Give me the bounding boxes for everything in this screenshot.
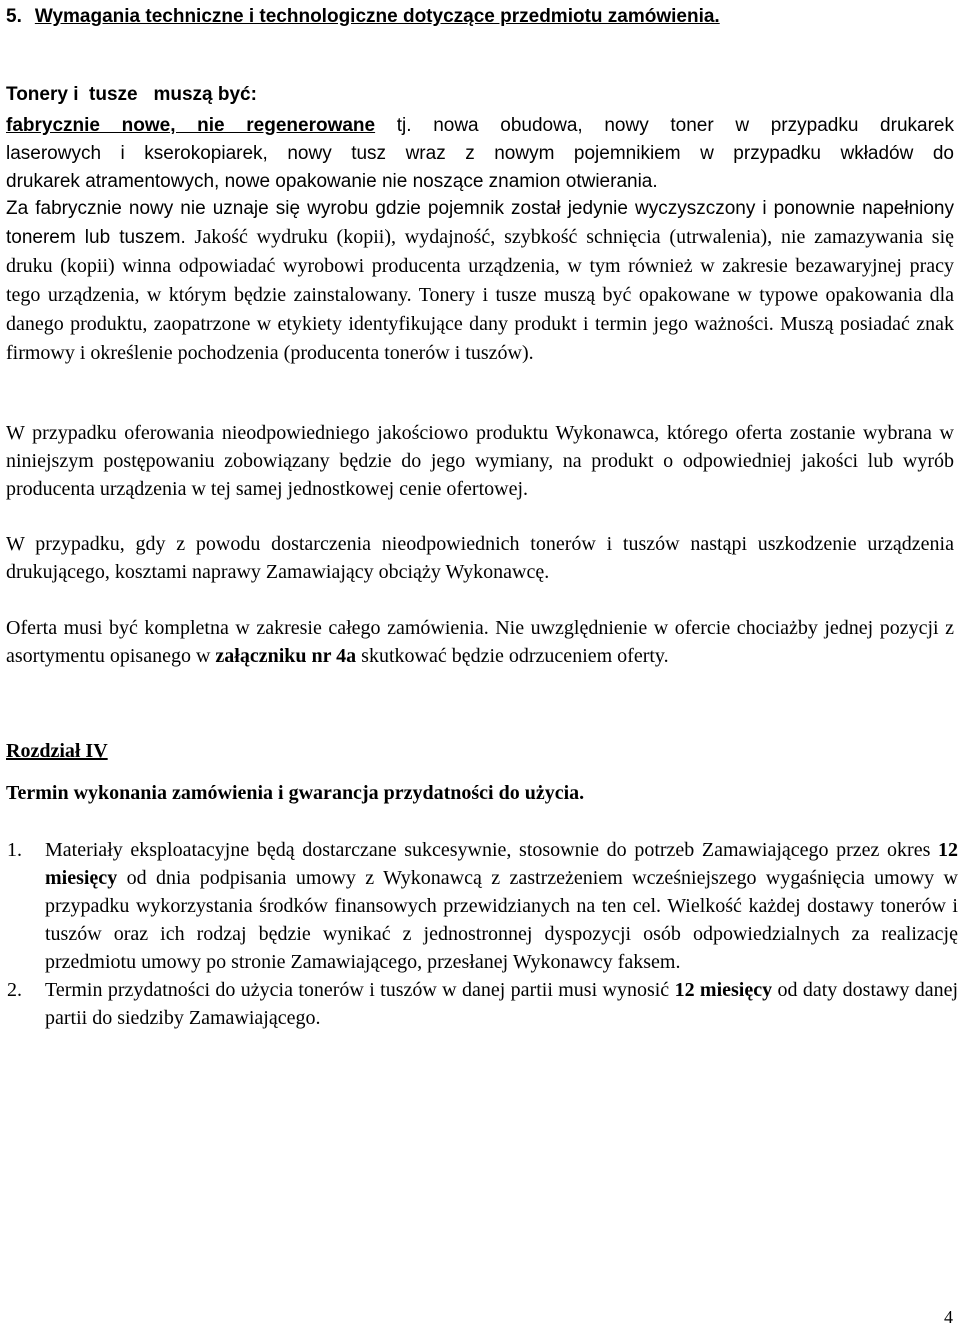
list-item-text: Materiały eksploatacyjne będą dostarczane sukcesywnie, stosownie do potrzeb Zamawiającego przez okres	[45, 839, 938, 861]
offer-attachment-ref: załączniku nr 4a	[215, 645, 357, 667]
offer-text-after: skutkować będzie odrzuceniem oferty.	[356, 645, 669, 667]
toners-paragraph-quality	[6, 195, 954, 368]
toners-paragraph-replacement: W przypadku oferowania nieodpowiedniego jakościowo produktu Wykonawca, którego oferta zostanie wybrana w niniejszym postępowaniu zobowiązany będzie do jego wymiany, na produkt o odpowiedniej jakości lub wyrób producenta urządzenia w tej samej jednostkowej cenie ofertowej.	[6, 422, 954, 500]
section-title: Wymagania techniczne i technologiczne dotyczące przedmiotu zamówienia.	[34, 6, 720, 27]
list-item	[6, 976, 958, 1032]
list-item-text: Termin przydatności do użycia tonerów i tuszów w danej partii musi wynosić	[45, 979, 675, 1001]
section-number: 5.	[6, 6, 22, 27]
list-item-bold: 12 miesięcy	[674, 979, 773, 1001]
toners-heading: Tonery i tusze muszą być:	[6, 84, 257, 105]
paragraph-refill-note: Za fabrycznie nowy nie uznaje się wyrobu gdzie pojemnik został jedynie wyczyszczony i ponownie napełniony tonerem lub tuszem.	[6, 198, 954, 248]
section-heading	[6, 6, 720, 28]
offer-text-before: Oferta musi być kompletna w zakresie całego zamówienia. Nie uwzględnienie w ofercie chociażby jednej pozycji z asortymentu opisanego w	[6, 617, 954, 667]
offer-paragraph	[6, 614, 954, 670]
page-number: 4	[944, 1307, 953, 1327]
toners-intro	[6, 112, 954, 196]
list-item-number: 2.	[7, 979, 22, 1001]
intro-bold: fabrycznie nowe, nie regenerowane	[6, 115, 376, 136]
intro-line-2: laserowych i kserokopiarek, nowy tusz wraz z nowym pojemnikiem w przypadku wkładów do	[6, 143, 954, 164]
intro-rest: tj. nowa obudowa, nowy toner w przypadku drukarek	[375, 115, 954, 136]
list-item-text-after: od dnia podpisania umowy z Wykonawcą z zastrzeżeniem wcześniejszego wygaśnięcia umowy w przypadku wykorzystania środków finansowych przewidzianych na ten cel. Wielkość każdej dostawy tonerów i tuszów oraz ich rodzaj będzie wynikać z jednostronnej dyspozycji osób odpowiedzialnych za realizację przedmiotu umowy po stronie Zamawiającego, przesłanej Wykonawcy faksem.	[45, 867, 958, 973]
list-item-bold: 12 miesięcy	[45, 839, 958, 889]
paragraph-quality: Jakość wydruku (kopii), wydajność, szybkość schnięcia (utrwalenia), nie zamazywania się druku (kopii) winna odpowiadać wyrobowi producenta urządzenia, w tym również w zakresie bezawaryjnej pracy tego urządzenia, w którym będzie zainstalowany. Tonery i tusze muszą być opakowane w typowe opakowania dla danego produktu, zaopatrzone w etykiety identyfikujące dany produkt i termin jego ważności. Muszą posiadać znak firmowy i określenie pochodzenia (producenta tonerów i tuszów).	[6, 226, 955, 364]
chapter-label: Rozdział IV	[6, 740, 108, 762]
list-item-text-after: od daty dostawy danej partii do siedziby Zamawiającego.	[45, 979, 959, 1029]
terms-list	[6, 836, 958, 1032]
intro-line-3: drukarek atramentowych, nowe opakowanie nie noszące znamion otwierania.	[6, 171, 658, 192]
chapter-heading: Termin wykonania zamówienia i gwarancja przydatności do użycia.	[6, 782, 585, 804]
list-item-number: 1.	[7, 839, 22, 861]
toners-paragraph-damage: W przypadku, gdy z powodu dostarczenia nieodpowiednich tonerów i tuszów nastąpi uszkodzenie urządzenia drukującego, kosztami naprawy Zamawiający obciąży Wykonawcę.	[6, 533, 954, 583]
list-item	[6, 836, 958, 976]
intro-line-1	[6, 112, 954, 140]
